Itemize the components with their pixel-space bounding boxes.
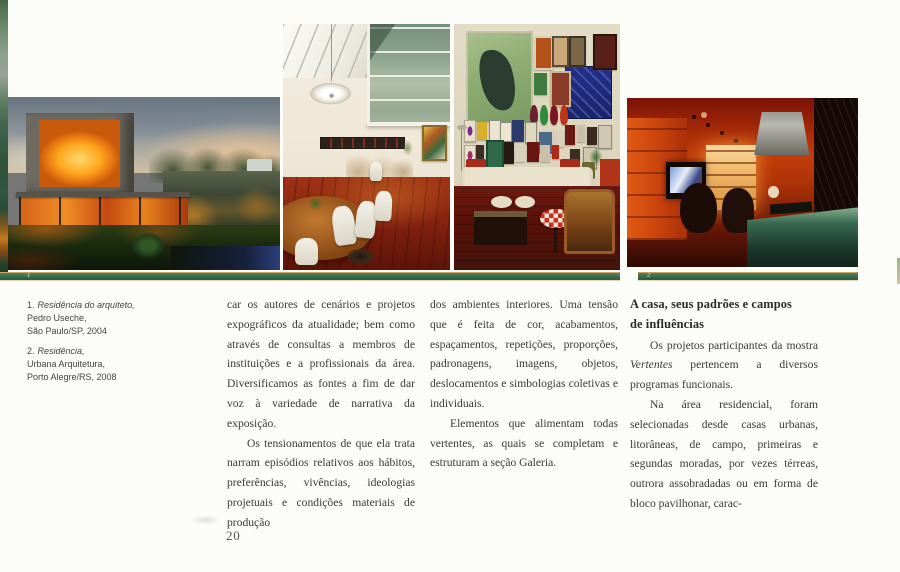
photo-dining-interior — [283, 24, 450, 270]
photo3-floor-lamp — [461, 127, 462, 171]
photo4-range-hood — [754, 112, 809, 156]
caption-1 — [27, 299, 187, 338]
photo3-large-painting — [466, 31, 533, 124]
photo3-leaf-ornament — [560, 105, 567, 125]
caption-bar-2 — [638, 272, 858, 281]
caption-1-line2: Pedro Useche, — [27, 313, 87, 323]
photo3-frame — [552, 36, 569, 67]
photo3-side-table-leg — [554, 228, 557, 253]
photo3-frame — [477, 122, 487, 139]
left-page-bleed-strip — [0, 0, 8, 281]
photo3-painting-figure — [474, 46, 521, 114]
photo2-chair — [370, 162, 382, 182]
photo3-frame — [512, 120, 524, 142]
photo-captions — [27, 299, 187, 391]
column2-paragraph-2: Elementos que alimentam todas vertentes, as quais se completam e estruturam a seção Galeria. — [430, 416, 618, 470]
photo1-glowing-window — [39, 120, 121, 187]
photo3-frame — [552, 145, 559, 160]
text-column-2 — [430, 295, 618, 473]
photo3-frame — [527, 142, 539, 162]
photo2-chair — [295, 238, 318, 265]
photo2-chair-base — [346, 248, 374, 265]
column1-paragraph-2: Os tensionamentos de que ela trata narram episódios relativos aos hábitos, preferências, vivências, ideologias projetuais e condições materiais de produção — [227, 436, 415, 529]
photo2-table-plant — [305, 194, 327, 214]
text-column-1 — [227, 295, 415, 533]
caption-2-line3: Porto Alegre/RS, 2008 — [27, 372, 117, 382]
photo3-frame — [540, 145, 550, 162]
photo3-frame — [515, 145, 525, 162]
photo-house-exterior — [8, 97, 280, 270]
photo3-frame — [534, 73, 547, 95]
column3-paragraph-1 — [630, 336, 818, 395]
photo2-mezzanine-glass — [367, 24, 451, 125]
photo2-framed-artwork — [422, 125, 448, 161]
photo4-track-lights — [692, 115, 696, 119]
photo4-kettle — [768, 186, 780, 198]
column3-p1-italic-title: Vertentes — [630, 358, 673, 372]
photo3-leaf-ornament — [540, 105, 547, 125]
photo1-deck-pool — [171, 246, 280, 270]
caption-2 — [27, 345, 187, 384]
photo-number-2: 2 — [647, 272, 651, 279]
photo3-frame — [476, 145, 484, 160]
caption-1-number: 1. — [27, 300, 35, 310]
photo3-floor-lamp-shade — [457, 125, 467, 130]
photo-gallery-wall-living-room — [454, 24, 620, 270]
photo2-plant-glimpse — [400, 137, 415, 159]
photo3-frame — [593, 34, 617, 70]
column3-p1-text-after: pertencem a diversos programas funcionais. — [630, 358, 818, 392]
caption-2-title: Residência, — [37, 346, 85, 356]
caption-1-line3: São Paulo/SP, 2004 — [27, 326, 107, 336]
caption-2-line2: Urbana Arquitetura, — [27, 359, 106, 369]
photo-red-interior — [627, 98, 858, 267]
photo1-house-volume — [26, 113, 135, 194]
photo3-armchair — [564, 189, 615, 254]
photo3-frame — [569, 36, 586, 67]
photo3-frame — [534, 36, 553, 70]
scan-smudge — [183, 513, 227, 527]
page-number: 20 — [226, 528, 241, 543]
photo3-frame — [577, 125, 585, 142]
photo3-frame — [486, 140, 505, 171]
photo3-frame — [464, 120, 476, 142]
column3-p1-text: Os projetos participantes da mostra — [650, 338, 818, 352]
photo3-frame — [550, 71, 571, 107]
photo2-pendant-lamp — [303, 76, 358, 108]
caption-2-number: 2. — [27, 346, 35, 356]
photo-number-1: 1 — [27, 272, 31, 279]
photo3-frame — [565, 125, 575, 145]
photo3-frame — [489, 120, 501, 142]
photo3-coffee-table — [474, 211, 527, 245]
photo3-blue-textile — [565, 66, 612, 120]
column2-paragraph-1: dos ambientes interiores. Uma tensão que é feita de cor, acabamentos, espaçamentos, repetições, proporções, padronagens, imagens, objetos, deslocamentos e simbologias coletivas e individuais. — [430, 298, 618, 410]
photo3-frame — [587, 127, 597, 144]
photo1-plant — [125, 228, 171, 263]
photo2-art-band — [320, 137, 406, 149]
text-column-3 — [630, 295, 818, 514]
caption-bar-1 — [0, 272, 620, 281]
photo1-canopy — [16, 192, 190, 197]
column3-paragraph-2: Na área residencial, foram selecionadas desde casas urbanas, litorâneas, de campo, primeiras e segundas moradas, por vezes térreas, outrora assobradadas ou em forma de bloco pavilhonar, carac- — [630, 397, 818, 510]
photo3-frame — [504, 142, 514, 164]
column1-paragraph-1: car os autores de cenários e projetos expográficos da atualidade; bem como através de consultas a membros de instituições e a profissionais da área. Diversificamos as fontes a fim de dar voz à variedade de narrativa da exposição. — [227, 298, 415, 430]
photo3-frame — [525, 122, 537, 144]
photo4-dark-chair — [680, 183, 717, 234]
photo3-leaf-ornament — [550, 105, 557, 125]
section-heading: A casa, seus padrões e campos de influências — [630, 297, 792, 331]
caption-1-title: Residência do arquiteto, — [37, 300, 135, 310]
photo2-ceiling — [283, 24, 372, 78]
photo2-chair — [374, 191, 392, 221]
photo2-lamp-cord — [331, 24, 332, 81]
